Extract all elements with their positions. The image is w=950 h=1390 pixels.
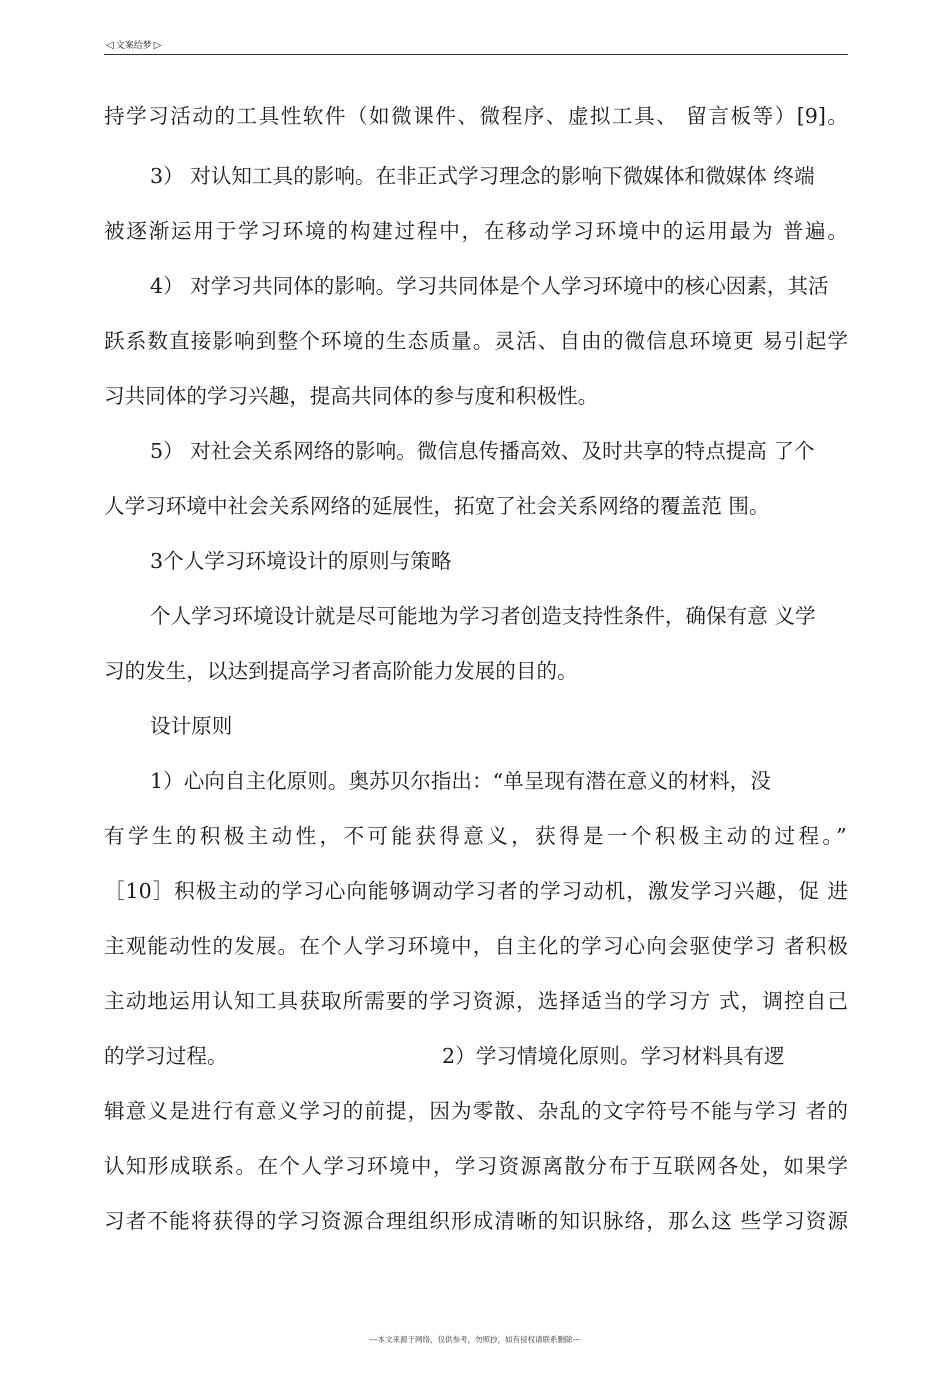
triangle-right-icon: ▷ <box>153 40 162 51</box>
text-line: 习的发生，以达到提高学习者高阶能力发展的目的。 <box>104 659 578 683</box>
triangle-left-icon: ◁ <box>106 40 114 51</box>
subsection-heading: 设计原则 <box>150 714 233 738</box>
text-line: 人学习环境中社会关系网络的延展性，拓宽了社会关系网络的覆盖范 围。 <box>104 494 770 518</box>
text-line: 1）心向自主化原则。奥苏贝尔指出：“单呈现有潜在意义的材料，没 <box>150 769 771 793</box>
text-line: 主观能动性的发展。在个人学习环境中，自主化的学习心向会驱使学习 者积极 <box>104 934 848 958</box>
text-line: 习共同体的学习兴趣，提高共同体的参与度和积极性。 <box>104 384 599 408</box>
text-line: 主动地运用认知工具获取所需要的学习资源，选择适当的学习方 式，调控自己 <box>104 989 848 1013</box>
text-line: 被逐渐运用于学习环境的构建过程中，在移动学习环境中的运用最为 普遍。 <box>104 219 848 243</box>
section-heading: 3个人学习环境设计的原则与策略 <box>150 549 452 573</box>
text-line: 3） 对认知工具的影响。在非正式学习理念的影响下微媒体和微媒体 终端 <box>150 164 815 188</box>
text-line: 习者不能将获得的学习资源合理组织形成清晰的知识脉络，那么这 些学习资源 <box>104 1209 848 1233</box>
header-label <box>104 38 163 51</box>
header-title: 文案给梦 <box>115 41 152 51</box>
text-line: 个人学习环境设计就是尽可能地为学习者创造支持性条件，确保有意 义学 <box>150 604 816 628</box>
text-line: 2）学习情境化原则。学习材料具有逻 <box>442 1044 785 1068</box>
text-line: 辑意义是进行有意义学习的前提，因为零散、杂乱的文字符号不能与学习 者的 <box>104 1099 848 1123</box>
page-footer: ---本文来源于网络，仅供参考，勿照抄，如有侵权请联系删除--- <box>369 1335 581 1344</box>
text-line: 4） 对学习共同体的影响。学习共同体是个人学习环境中的核心因素，其活 <box>150 274 829 298</box>
text-line: 跃系数直接影响到整个环境的生态质量。灵活、自由的微信息环境更 易引起学 <box>104 329 848 353</box>
text-line: 5） 对社会关系网络的影响。微信息传播高效、及时共享的特点提高 了个 <box>150 439 815 463</box>
page-header <box>104 36 848 55</box>
text-line: ［10］积极主动的学习心向能够调动学习者的学习动机，激发学习兴趣，促 进 <box>104 879 848 903</box>
text-line: 的学习过程。 <box>104 1044 228 1068</box>
text-line: 持学习活动的工具性软件（如微课件、微程序、虚拟工具、 留言板等）[9]。 <box>104 104 848 128</box>
text-line: 认知形成联系。在个人学习环境中，学习资源离散分布于互联网各处，如果学 <box>104 1154 848 1178</box>
text-line: 有学生的积极主动性，不可能获得意义，获得是一个积极主动的过程。” <box>104 824 848 848</box>
